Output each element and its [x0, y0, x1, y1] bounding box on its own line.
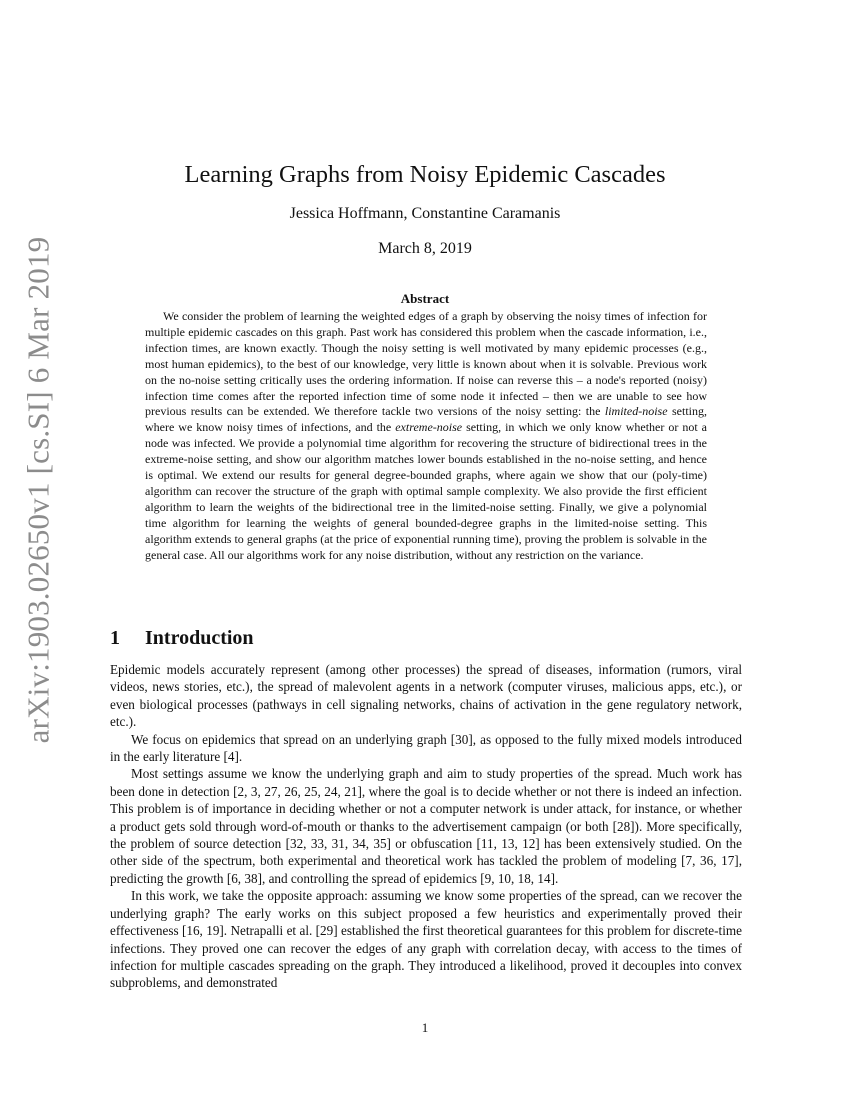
intro-paragraph: We focus on epidemics that spread on an underlying graph [30], as opposed to the fully mixed models introduced in the early literature [4]. — [110, 731, 742, 765]
intro-paragraph: Epidemic models accurately represent (among other processes) the spread of diseases, information (rumors, viral videos, news stories, etc.), the spread of malevolent agents in a network (computer viruses, malicious apps, etc.), or even biological processes (pathways in cell signaling networks, chains of activation in the gene regulatory network, etc.). — [110, 662, 742, 730]
arxiv-identifier — [8, 236, 68, 744]
section-number: 1 — [110, 627, 120, 649]
intro-paragraph: Most settings assume we know the underlying graph and aim to study properties of the spread. Much work has been done in detection [2, 3, 27, 26, 25, 24, 21], where the goal is to decide whether or not there is indeed an infection. This problem is of importance in deciding whether or not a computer network is under attack, for instance, or whether a product gets sold through word-of-mouth or thanks to the advertisement campaign (or both [28]). More specifically, the problem of source detection [32, 33, 31, 34, 35] or obfuscation [11, 13, 12] has been extensively studied. On the other side of the spectrum, both experimental and theoretical work has tackled the problem of modeling [7, 36, 17], predicting the growth [6, 38], and controlling the spread of epidemics [9, 10, 18, 14]. — [110, 766, 742, 886]
paper-title: Learning Graphs from Noisy Epidemic Cascades — [184, 161, 666, 188]
abstract-text-part-2: setting, where we know noisy times of infections, and the — [145, 404, 707, 435]
abstract-term-extreme-noise: extreme-noise — [395, 420, 463, 435]
section-title: Introduction — [145, 627, 254, 649]
page-number: 1 — [421, 1020, 429, 1035]
abstract-body — [145, 309, 707, 564]
abstract-text-part-3: setting, in which we only know whether or not a node was infected. We provide a polynomial time algorithm for recovering the structure of bidirectional trees in the extreme-noise setting, and show our algorithm matches lower bounds established in the no-noise setting, and hence is optimal. We extend our results for general degree-bounded graphs, where again we show that our (poly-time) algorithm can recover the structure of the graph with optimal sample complexity. We also provide the first efficient algorithm to learn the weights of the bidirectional tree in the limited-noise setting. Finally, we give a polynomial time algorithm for learning the weights of general bounded-degree graphs in the limited-noise setting. This algorithm extends to general graphs (at the price of exponential running time), proving the problem is solvable in the general case. All our algorithms work for any noise distribution, without any restriction on the variance. — [145, 420, 707, 562]
intro-paragraph: In this work, we take the opposite approach: assuming we know some properties of the spread, can we recover the underlying graph? The early works on this subject proposed a few heuristics and experimentally proved their effectiveness [16, 19]. Netrapalli et al. [29] established the first theoretical guarantees for this problem for discrete-time infections. They proved one can recover the edges of any graph with correlation decay, with access to the times of infection for multiple cascades spreading on the graph. They introduced a likelihood, proved it decouples into convex subproblems, and demonstrated — [110, 888, 742, 991]
paper-authors: Jessica Hoffmann, Constantine Caramanis — [289, 205, 561, 222]
abstract-text-part-1: We consider the problem of learning the weighted edges of a graph by observing the noisy times of infection for multiple epidemic cascades on this graph. Past work has considered this problem when the cascade information, i.e., infection times, are known exactly. Though the noisy setting is well motivated by many epidemic processes (e.g., most human epidemics), to the best of our knowledge, very little is known about when it is solvable. Previous work on the no-noise setting critically uses the ordering information. If noise can reverse this – a node's reported (noisy) infection time comes after the reported infection time of some node it infected – then we are unable to see how previous results can be extended. We therefore tackle two versions of the noisy setting: the — [145, 309, 707, 419]
section-heading — [110, 624, 740, 652]
abstract-term-limited-noise: limited-noise — [604, 404, 668, 419]
abstract-heading: Abstract — [400, 291, 450, 306]
introduction-body — [110, 661, 742, 992]
arxiv-identifier-text: arXiv:1903.02650v1 [cs.SI] 6 Mar 2019 — [20, 236, 55, 744]
paper-date: March 8, 2019 — [378, 240, 472, 257]
